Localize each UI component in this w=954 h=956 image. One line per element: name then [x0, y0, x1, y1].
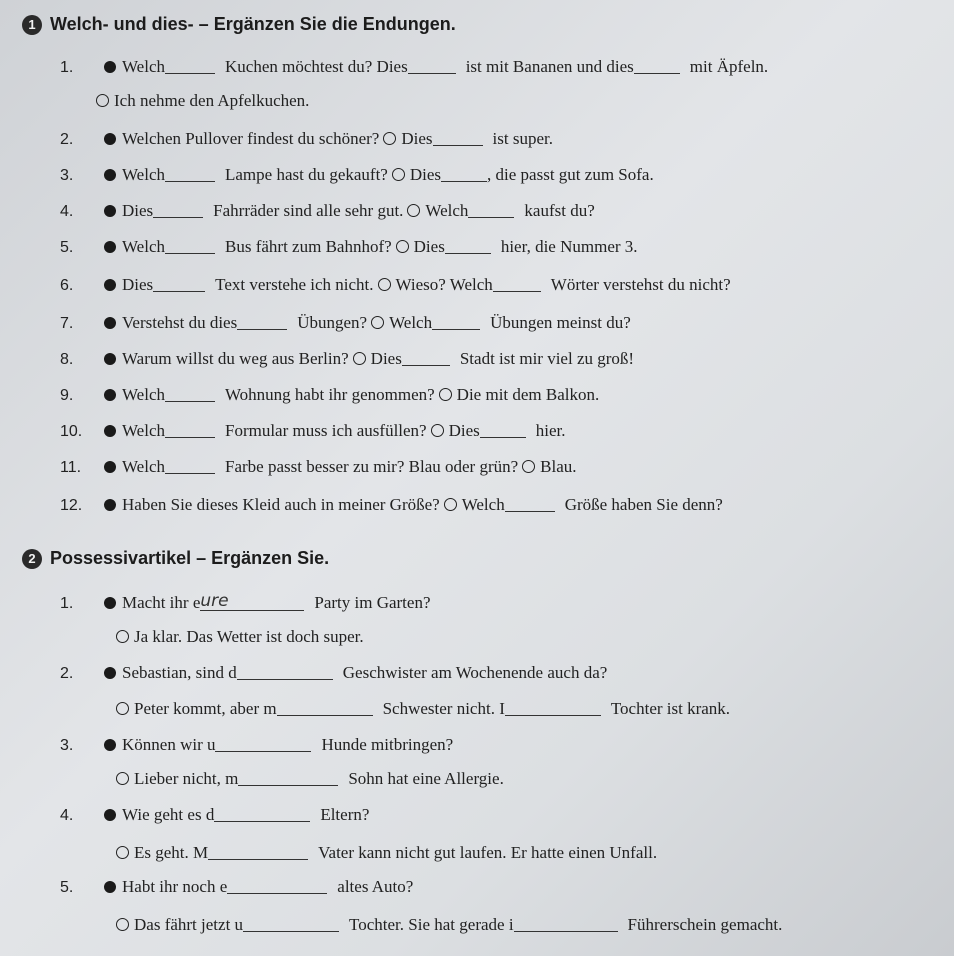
fill-blank[interactable] [165, 385, 215, 402]
exercise-2-item-4: 4. Wie geht es d Eltern? [60, 805, 370, 824]
exercise-1-heading [22, 14, 456, 35]
fill-blank[interactable] [441, 165, 487, 182]
exercise-2-item-2: 2. Sebastian, sind d Geschwister am Wochenende auch da? [60, 663, 608, 682]
fill-blank[interactable] [445, 237, 491, 254]
speaker-a-dot [104, 61, 116, 73]
fill-blank[interactable] [165, 457, 215, 474]
exercise-1-item-7: 7. Verstehst du dies Übungen? Welch Übungen meinst du? [60, 313, 631, 332]
fill-blank[interactable] [408, 57, 456, 74]
exercise-number-badge: 1 [22, 15, 42, 35]
exercise-2-item-5-reply: Das fährt jetzt u Tochter. Sie hat gerade i Führerschein gemacht. [112, 914, 782, 936]
exercise-title: Possessivartikel – Ergänzen Sie. [50, 548, 330, 568]
fill-blank[interactable] [468, 201, 514, 218]
fill-blank[interactable] [433, 129, 483, 146]
fill-blank[interactable] [238, 769, 338, 786]
fill-blank[interactable] [165, 57, 215, 74]
exercise-2-item-3-reply: Lieber nicht, m Sohn hat eine Allergie. [112, 768, 504, 790]
fill-blank[interactable] [153, 201, 203, 218]
exercise-1-item-2: 2. Welchen Pullover findest du schöner? Dies ist super. [60, 129, 553, 148]
exercise-1-item-6: 6. Dies Text verstehe ich nicht. Wieso? Welch Wörter verstehst du nicht? [60, 275, 731, 294]
fill-blank[interactable] [165, 421, 215, 438]
exercise-2-heading [22, 548, 329, 569]
exercise-2-item-1-reply: Ja klar. Das Wetter ist doch super. [112, 626, 364, 648]
fill-blank-answered[interactable] [200, 591, 304, 611]
fill-blank[interactable] [208, 843, 308, 860]
exercise-2-item-3: 3. Können wir u Hunde mitbringen? [60, 735, 454, 754]
exercise-1-item-9: 9. Welch Wohnung habt ihr genommen? Die mit dem Balkon. [60, 385, 600, 404]
exercise-1-item-10: 10. Welch Formular muss ich ausfüllen? Dies hier. [60, 421, 566, 440]
fill-blank[interactable] [165, 165, 215, 182]
exercise-1-item-1: 1. Welch Kuchen möchtest du? Dies ist mit Bananen und dies mit Äpfeln. [60, 57, 769, 76]
fill-blank[interactable] [237, 313, 287, 330]
fill-blank[interactable] [432, 313, 480, 330]
fill-blank[interactable] [277, 699, 373, 716]
fill-blank[interactable] [165, 237, 215, 254]
fill-blank[interactable] [215, 735, 311, 752]
fill-blank[interactable] [505, 495, 555, 512]
exercise-2-item-4-reply: Es geht. M Vater kann nicht gut laufen. Er hatte einen Unfall. [112, 842, 657, 864]
handwritten-answer: ure [200, 591, 229, 611]
exercise-1-item-11: 11. Welch Farbe passt besser zu mir? Blau oder grün? Blau. [60, 457, 577, 476]
fill-blank[interactable] [214, 805, 310, 822]
exercise-1-item-12: 12. Haben Sie dieses Kleid auch in meiner Größe? Welch Größe haben Sie denn? [60, 495, 723, 514]
exercise-1-item-3: 3. Welch Lampe hast du gekauft? Dies , die passt gut zum Sofa. [60, 165, 654, 184]
fill-blank[interactable] [493, 275, 541, 292]
exercise-1-item-4: 4. Dies Fahrräder sind alle sehr gut. Welch kaufst du? [60, 201, 595, 220]
exercise-1-item-1-reply: Ich nehme den Apfelkuchen. [92, 90, 309, 112]
fill-blank[interactable] [243, 915, 339, 932]
fill-blank[interactable] [237, 663, 333, 680]
fill-blank[interactable] [227, 877, 327, 894]
exercise-1-item-5: 5. Welch Bus fährt zum Bahnhof? Dies hier, die Nummer 3. [60, 237, 638, 256]
exercise-2-item-5: 5. Habt ihr noch e altes Auto? [60, 877, 414, 896]
fill-blank[interactable] [514, 915, 618, 932]
exercise-1-item-8: 8. Warum willst du weg aus Berlin? Dies Stadt ist mir viel zu groß! [60, 349, 635, 368]
exercise-number-badge: 2 [22, 549, 42, 569]
speaker-b-circle [96, 94, 109, 107]
exercise-2-item-2-reply: Peter kommt, aber m Schwester nicht. I Tochter ist krank. [112, 698, 730, 720]
fill-blank[interactable] [505, 699, 601, 716]
fill-blank[interactable] [153, 275, 205, 292]
fill-blank[interactable] [480, 421, 526, 438]
fill-blank[interactable] [634, 57, 680, 74]
exercise-2-item-1: 1. Macht ihr eure Party im Garten? [60, 591, 431, 612]
exercise-title: Welch- und dies- – Ergänzen Sie die Endungen. [50, 14, 456, 34]
fill-blank[interactable] [402, 349, 450, 366]
